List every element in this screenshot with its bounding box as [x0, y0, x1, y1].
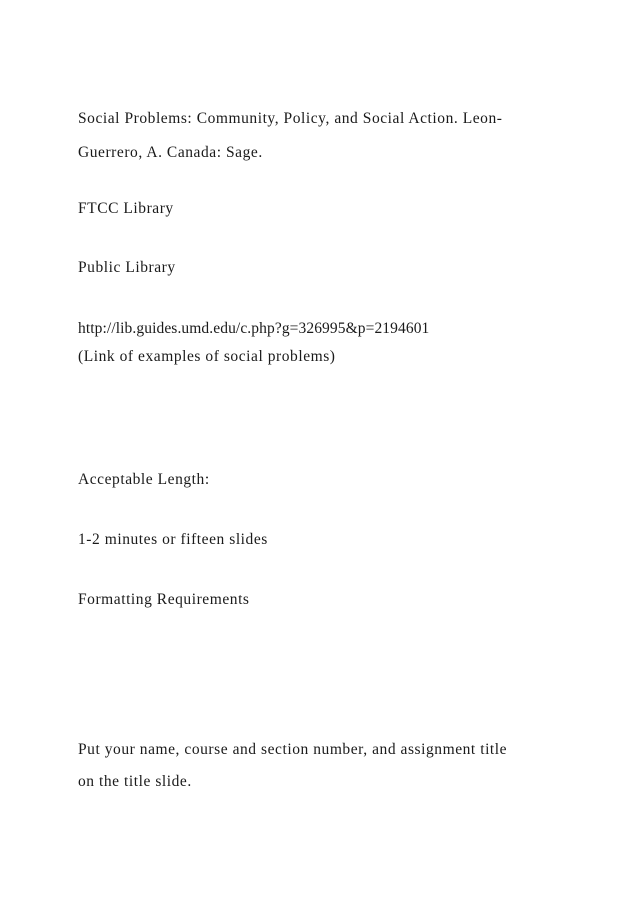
reference-line-2: Guerrero, A. Canada: Sage. — [78, 144, 263, 161]
acceptable-length-heading: Acceptable Length: — [78, 471, 210, 488]
formatting-requirements-heading: Formatting Requirements — [78, 591, 250, 608]
public-library: Public Library — [78, 259, 176, 276]
reference-line-1: Social Problems: Community, Policy, and Social Action. Leon- — [78, 110, 503, 127]
formatting-instruction-line-1: Put your name, course and section number, and assignment title — [78, 741, 508, 758]
acceptable-length-value: 1-2 minutes or fifteen slides — [78, 531, 268, 548]
formatting-instruction-line-2: on the title slide. — [78, 773, 192, 790]
ftcc-library: FTCC Library — [78, 200, 174, 217]
resource-link-note: (Link of examples of social problems) — [78, 348, 336, 365]
resource-link[interactable]: http://lib.guides.umd.edu/c.php?g=326995&p=2194601 — [78, 320, 430, 337]
